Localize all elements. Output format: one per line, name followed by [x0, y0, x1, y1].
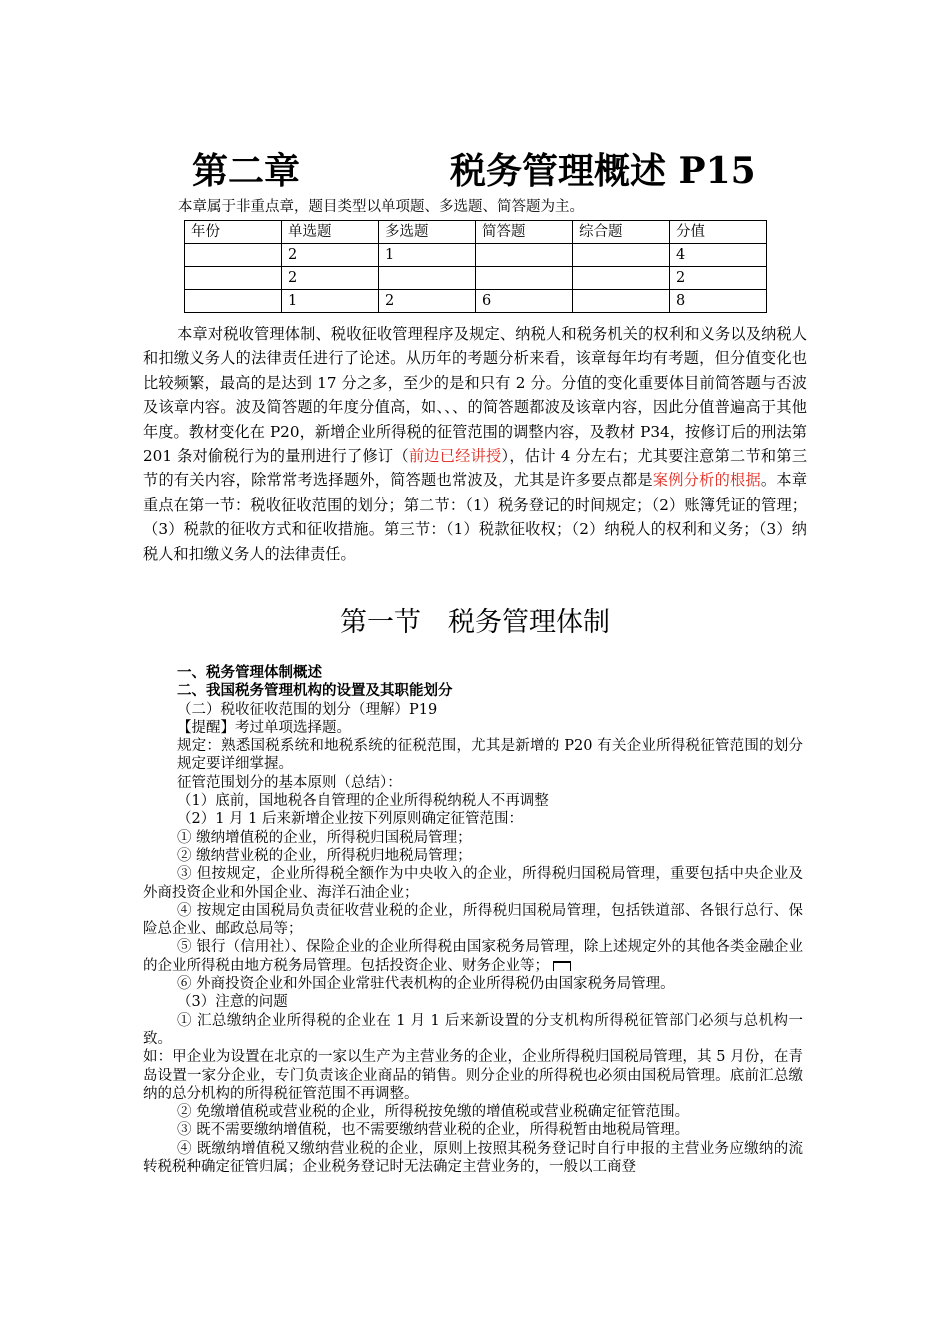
- chapter-number: 第二章: [192, 150, 301, 192]
- table-cell: [476, 267, 573, 290]
- table-header-cell: 年份: [185, 221, 282, 244]
- table-header-cell: 综合题: [573, 221, 670, 244]
- section-content: [143, 664, 803, 1176]
- table-cell: [185, 267, 282, 290]
- overview-text-3: 。本章重点在第一节：税收征收范围的划分；第二节：（1）税务登记的时间规定；（2）账簿凭证的管理；（3）税款的征收方式和征收措施。第三节：（1）税款征收权；（2）纳税人的权利和义务；（3）纳税人和扣缴义务人的法律责任。: [143, 471, 808, 563]
- chapter-intro: 本章属于非重点章，题目类型以单项题、多选题、简答题为主。: [178, 199, 584, 215]
- table-cell: 4: [670, 244, 767, 267]
- rule-text: 规定：熟悉国税系统和地税系统的征税范围，尤其是新增的 P20 有关企业所得税征管范围的划分规定要详细掌握。: [177, 738, 803, 773]
- case-item-5: [143, 938, 803, 975]
- rule-paragraph: [143, 737, 803, 774]
- table-header-cell: 单选题: [282, 221, 379, 244]
- case-item-4: ④ 按规定由国税局负责征收营业税的企业，所得税归国税局管理，包括铁道部、各银行总行、保险总企业、邮政总局等；: [143, 902, 803, 938]
- table-cell: 1: [282, 290, 379, 313]
- principle-item-1: （1）底前，国地税各自管理的企业所得税纳税人不再调整: [177, 793, 549, 810]
- table-cell: 2: [282, 267, 379, 290]
- chapter-title: [192, 148, 772, 194]
- edit-mark-icon: [553, 961, 571, 971]
- table-header-cell: 多选题: [379, 221, 476, 244]
- table-header-row: [185, 221, 767, 244]
- principle-line: 征管范围划分的基本原则（总结）：: [177, 774, 402, 791]
- table-row: [185, 244, 767, 267]
- case-item-2: ② 缴纳营业税的企业，所得税归地税局管理；: [177, 847, 472, 864]
- table-cell: [185, 290, 282, 313]
- table-cell: 8: [670, 290, 767, 313]
- table-cell: [573, 290, 670, 313]
- overview-text-1: 本章对税收管理体制、税收征收管理程序及规定、纳税人和税务机关的权利和义务以及纳税人和扣缴义务人的法律责任进行了论述。从历年的考题分析来看，该章每年均有考题，但分值变化也比较频繁，最高的是达到 17 分之多，至少的是和只有 2 分。分值的变化重要体目前简答题与否波及该章内容。波及简答题的年度分值高，如、、、的简答题都波及该章内容，因此分值普遍高于其他年度。教材变化在 P20，新增企业所得税的征管范围的调整内容，及教材 P34，按修订后的刑法第 201 条对偷税行为的量刑进行了修订（: [143, 325, 807, 466]
- example-paragraph: 如：甲企业为设置在北京的一家以生产为主营业务的企业，企业所得税归国税局管理，其 5 月份，在青岛设置一家分企业，专门负责该企业商品的销售。则分企业的所得税也必须由国税局管理。底前汇总缴纳的总分机构的所得税征管范围不再调整。: [143, 1049, 803, 1102]
- highlight-taught-earlier: 前边已经讲授: [408, 447, 502, 466]
- table-cell: [573, 267, 670, 290]
- table-cell: 6: [476, 290, 573, 313]
- table-cell: [573, 244, 670, 267]
- table-cell: [185, 244, 282, 267]
- table-row: [185, 290, 767, 313]
- table-cell: 1: [379, 244, 476, 267]
- table-row: [185, 267, 767, 290]
- heading-1: 一、税务管理体制概述: [177, 665, 322, 681]
- case-item-3: ③ 但按规定，企业所得税全额作为中央收入的企业，所得税归国税局管理，重要包括中央企业及外商投资企业和外国企业、海洋石油企业；: [143, 866, 803, 901]
- score-table: [184, 220, 767, 313]
- case-item-5-text: ⑤ 银行（信用社）、保险企业的企业所得税由国家税务局管理，除上述规定外的其他各类金融企业的企业所得税由地方税务局管理。包括投资企业、财务企业等；: [143, 939, 803, 974]
- principle-item-2: （2）1 月 1 后来新增企业按下列原则确定征管范围：: [177, 811, 524, 828]
- table-cell: [476, 244, 573, 267]
- highlight-case-basis: 案例分析的根据: [652, 471, 761, 490]
- overview-text-2: ），估计 4 分左右；尤其要注意第二节和第三节的有关内容，除常常考选择题外，简答题也常波及，尤其是许多要点都是: [143, 447, 808, 490]
- case-item-1: ① 缴纳增值税的企业，所得税归国税局管理；: [177, 829, 472, 846]
- table-cell: [379, 267, 476, 290]
- chapter-name: 税务管理概述 P15: [450, 150, 756, 192]
- reminder-line: 【提醒】考过单项选择题。: [177, 719, 351, 736]
- table-header-cell: 分值: [670, 221, 767, 244]
- section-title: 第一节 税务管理体制: [340, 607, 610, 638]
- principle-item-3: （3）注意的问题: [177, 994, 288, 1011]
- table-header-cell: 简答题: [476, 221, 573, 244]
- table-cell: 2: [670, 267, 767, 290]
- chapter-overview-paragraph: [143, 322, 807, 566]
- heading-2: 二、我国税务管理机构的设置及其职能划分: [177, 683, 453, 700]
- note-item-3: ③ 既不需要缴纳增值税，也不需要缴纳营业税的企业，所得税暂由地税局管理。: [177, 1122, 690, 1139]
- table-cell: 2: [282, 244, 379, 267]
- table-cell: 2: [379, 290, 476, 313]
- note-item-1: ① 汇总缴纳企业所得税的企业在 1 月 1 后来新设置的分支机构所得税征管部门必须与总机构一致。: [143, 1012, 803, 1047]
- subheading-collection-scope: （二）税收征收范围的划分（理解）P19: [177, 701, 438, 718]
- case-item-6: ⑥ 外商投资企业和外国企业常驻代表机构的企业所得税仍由国家税务局管理。: [177, 976, 675, 993]
- note-item-4: ④ 既缴纳增值税又缴纳营业税的企业，原则上按照其税务登记时自行申报的主营业务应缴纳的流转税税种确定征管归属；企业税务登记时无法确定主营业务的，一般以工商登: [143, 1140, 803, 1176]
- note-item-2: ② 免缴增值税或营业税的企业，所得税按免缴的增值税或营业税确定征管范围。: [177, 1104, 690, 1121]
